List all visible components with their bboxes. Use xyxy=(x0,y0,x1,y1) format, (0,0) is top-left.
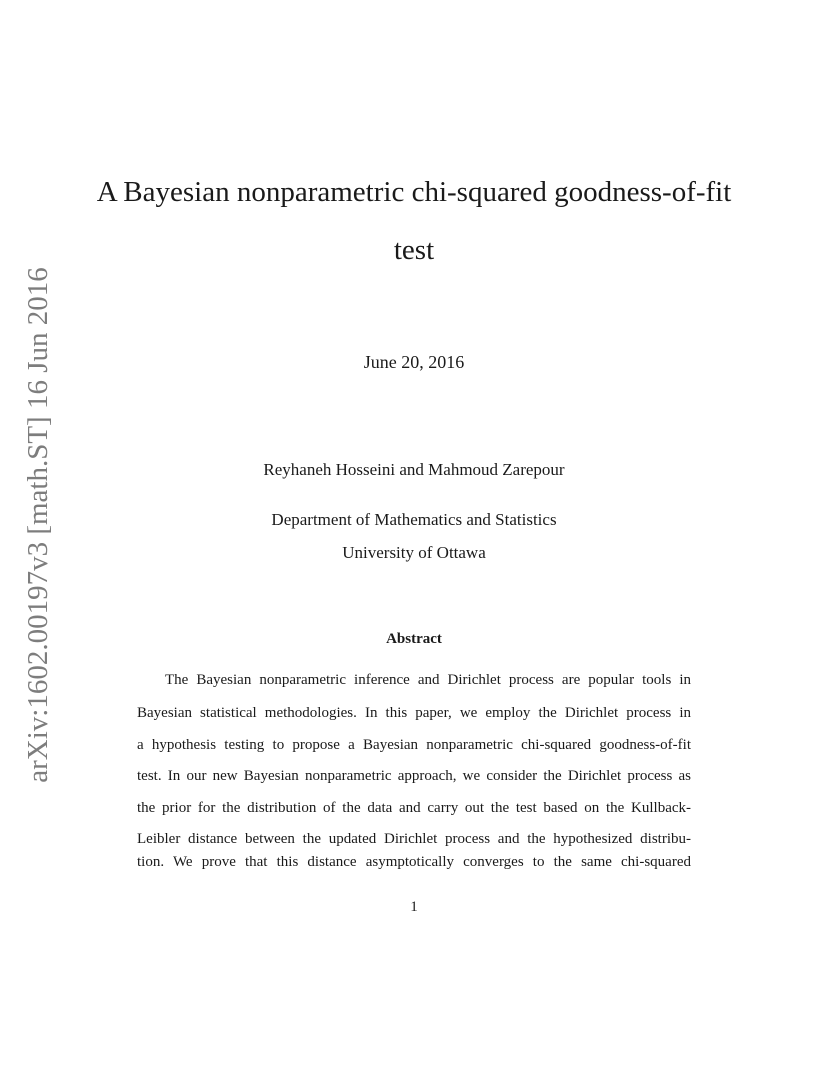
affiliation-university: University of Ottawa xyxy=(342,543,486,562)
paper-authors: Reyhaneh Hosseini and Mahmoud Zarepour xyxy=(263,460,565,479)
arxiv-identifier-stamp: arXiv:1602.00197v3 [math.ST] 16 Jun 2016 xyxy=(22,267,54,783)
abstract-line: test. In our new Bayesian nonparametric approach, we consider the Dirichlet process as xyxy=(137,768,691,784)
affiliation-department: Department of Mathematics and Statistics xyxy=(271,510,557,529)
abstract-line: The Bayesian nonparametric inference and Dirichlet process are popular tools in xyxy=(165,672,691,688)
abstract-line: Bayesian statistical methodologies. In this paper, we employ the Dirichlet process in xyxy=(137,705,691,721)
page-number: 1 xyxy=(410,899,418,915)
abstract-heading: Abstract xyxy=(386,631,442,647)
paper-date: June 20, 2016 xyxy=(363,352,465,372)
abstract-line: a hypothesis testing to propose a Bayesian nonparametric chi-squared goodness-of-fit xyxy=(137,737,691,753)
abstract-line: the prior for the distribution of the data and carry out the test based on the Kullback- xyxy=(137,800,691,816)
paper-title-line-1: A Bayesian nonparametric chi-squared goodness-of-fit xyxy=(96,176,732,208)
abstract-line: tion. We prove that this distance asymptotically converges to the same chi-squared xyxy=(137,854,691,870)
abstract-line: Leibler distance between the updated Dirichlet process and the hypothesized distribu- xyxy=(137,831,691,847)
paper-title-line-2: test xyxy=(393,234,435,266)
